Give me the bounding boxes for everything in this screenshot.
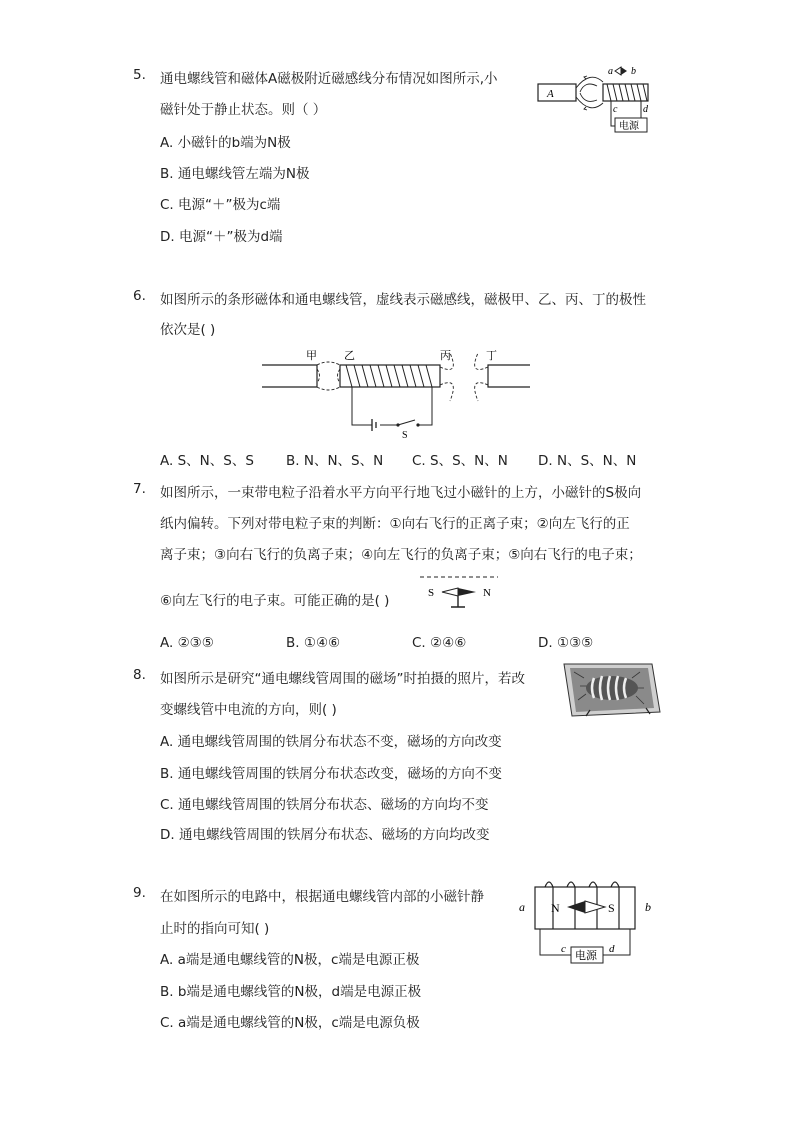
option-d[interactable]: D. N、S、N、N [538, 453, 637, 469]
solenoid-magnet-figure [535, 60, 670, 135]
option-b[interactable]: B. 通电螺线管左端为N极 [160, 166, 310, 182]
question-number: 7. [133, 481, 146, 497]
magnet-a [538, 84, 576, 101]
iron-filings-photo [560, 660, 663, 720]
question-number: 6. [133, 288, 146, 304]
compass-beam-figure [418, 573, 500, 615]
question-stem: 依次是( ) [160, 322, 216, 338]
question-stem: 变螺线管中电流的方向，则( ) [160, 702, 337, 718]
question-stem: 止时的指向可知( ) [160, 921, 270, 937]
option-b[interactable]: B. N、N、S、N [286, 453, 384, 469]
question-stem: 纸内偏转。下列对带电粒子束的判断：①向右飞行的正离子束；②向左飞行的正 [160, 516, 630, 532]
question-number: 5. [133, 67, 146, 83]
option-a[interactable]: A. 小磁针的b端为N极 [160, 135, 291, 151]
field-lines-left [317, 362, 340, 390]
label-d: d [609, 943, 615, 955]
pole-label-jia: 甲 [306, 349, 317, 362]
magnet-a-label: A [547, 88, 554, 100]
compass-needle [442, 588, 458, 596]
option-c[interactable]: C. a端是通电螺线管的N极，c端是电源负极 [160, 1015, 420, 1031]
bar-magnet-left [262, 365, 317, 387]
label-b: b [631, 66, 636, 77]
label-c: c [613, 104, 618, 115]
option-d[interactable]: D. 通电螺线管周围的铁屑分布状态、磁场的方向均改变 [160, 827, 490, 843]
question-stem: 在如图所示的电路中，根据通电螺线管内部的小磁针静 [160, 889, 484, 905]
battery [372, 419, 376, 431]
option-c[interactable]: C. ②④⑥ [412, 635, 467, 651]
option-c[interactable]: C. S、S、N、N [412, 453, 508, 469]
bar-magnet-right [488, 365, 530, 387]
option-d[interactable]: D. ①③⑤ [538, 635, 594, 651]
switch-label: S [402, 430, 408, 440]
label-n: N [551, 901, 560, 915]
option-c[interactable]: C. 通电螺线管周围的铁屑分布状态、磁场的方向均不变 [160, 797, 489, 813]
label-d: d [643, 104, 648, 115]
question-number: 9. [133, 885, 146, 901]
question-stem: 如图所示是研究“通电螺线管周围的磁场”时拍摄的照片，若改 [160, 671, 525, 687]
pole-label-ding: 丁 [486, 349, 497, 362]
pole-label-yi: 乙 [344, 349, 355, 362]
option-b[interactable]: B. 通电螺线管周围的铁屑分布状态改变，磁场的方向不变 [160, 766, 502, 782]
power-source-label: 电源 [575, 949, 597, 962]
solenoid-circuit-figure [515, 875, 660, 967]
question-stem: 如图所示，一束带电粒子沿着水平方向平行地飞过小磁针的上方，小磁针的S极向 [160, 485, 642, 501]
label-b: b [645, 900, 651, 914]
question-stem: 如图所示的条形磁体和通电螺线管，虚线表示磁感线，磁极甲、乙、丙、丁的极性 [160, 292, 646, 308]
question-stem: 通电螺线管和磁体A磁极附近磁感线分布情况如图所示,小 [160, 71, 498, 87]
magnet-solenoid-figure [260, 345, 535, 440]
field-lines [576, 77, 603, 108]
label-c: c [561, 943, 566, 955]
option-a[interactable]: A. a端是通电螺线管的N极，c端是电源正极 [160, 952, 420, 968]
power-source-label: 电源 [619, 121, 639, 132]
option-b[interactable]: B. b端是通电螺线管的N极，d端是电源正极 [160, 984, 422, 1000]
question-stem: 离子束；③向右飞行的负离子束；④向左飞行的负离子束；⑤向右飞行的电子束； [160, 547, 642, 563]
question-number: 8. [133, 667, 146, 683]
question-stem: ⑥向左飞行的电子束。可能正确的是( ) [160, 593, 390, 609]
pole-label-bing: 丙 [440, 349, 451, 362]
label-n: N [483, 587, 491, 599]
option-c[interactable]: C. 电源“＋”极为c端 [160, 197, 281, 213]
label-s: S [608, 901, 615, 915]
switch [398, 420, 415, 425]
label-a: a [608, 66, 613, 77]
label-a: a [519, 900, 525, 914]
option-d[interactable]: D. 电源“＋”极为d端 [160, 229, 283, 245]
label-s: S [428, 587, 435, 599]
option-b[interactable]: B. ①④⑥ [286, 635, 341, 651]
option-a[interactable]: A. ②③⑤ [160, 635, 214, 651]
compass-needle [615, 67, 621, 75]
option-a[interactable]: A. 通电螺线管周围的铁屑分布状态不变，磁场的方向改变 [160, 734, 502, 750]
option-a[interactable]: A. S、N、S、S [160, 453, 254, 469]
question-stem: 磁针处于静止状态。则（ ） [160, 102, 327, 118]
